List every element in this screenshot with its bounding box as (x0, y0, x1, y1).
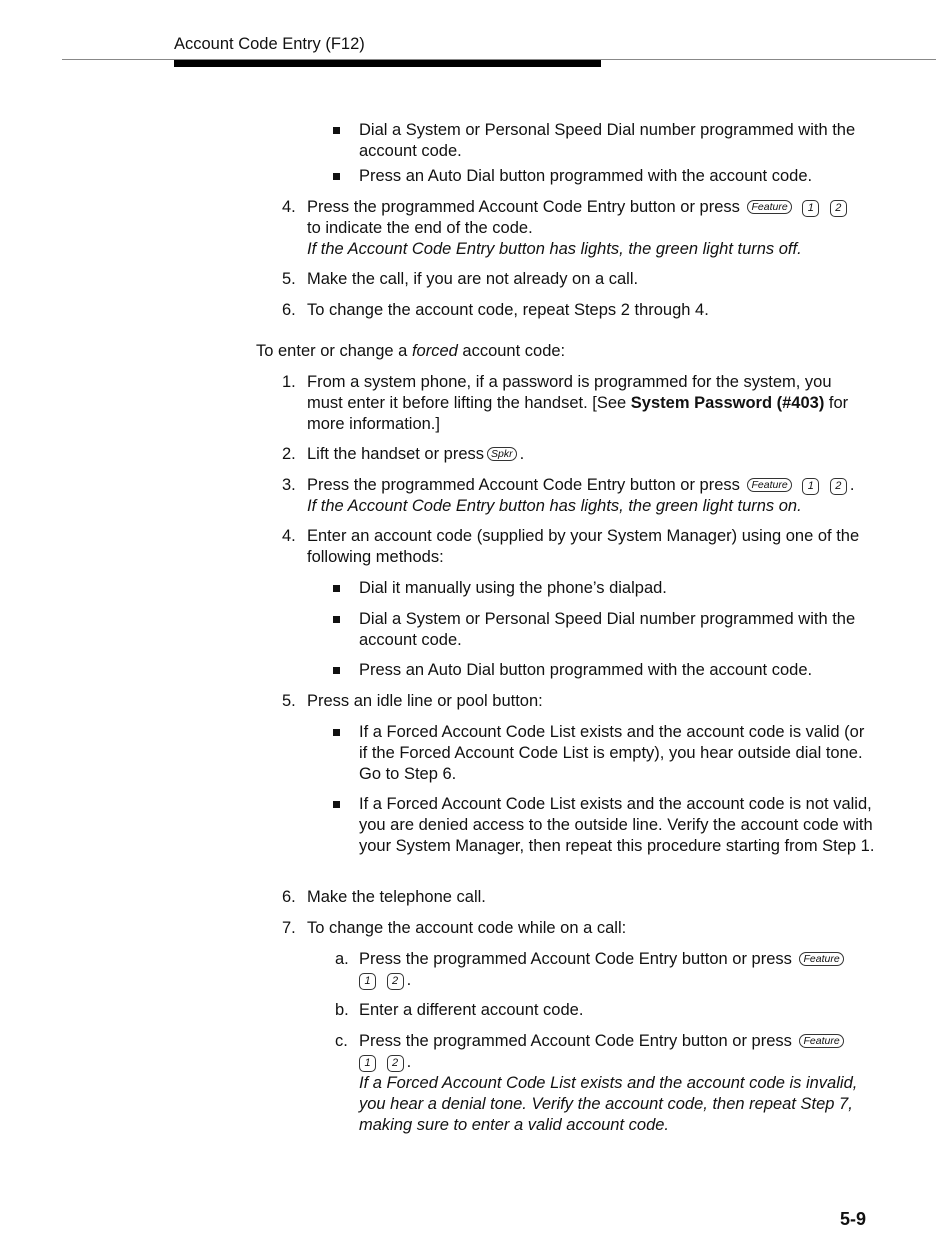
step-4-continued: 4. Press the programmed Account Code Entry button or press Feature 1 2 to indicate the end of the code. If the Account Code Entry button has lights, the green light turns off. (307, 197, 887, 260)
key-1-icon: 1 (359, 1055, 376, 1072)
feature-key-icon: Feature (799, 1034, 843, 1048)
list-item: If a Forced Account Code List exists and the account code is valid (or if the Forced Account Code List is empty), you hear outside dial tone. Go to Step 6. (359, 722, 874, 785)
page-number: 5-9 (840, 1209, 867, 1229)
list-item: Press an Auto Dial button programmed with the account code. (359, 660, 879, 681)
key-2-icon: 2 (387, 1055, 404, 1072)
step-6-continued: 6. To change the account code, repeat Steps 2 through 4. (282, 301, 709, 319)
feature-key-icon: Feature (747, 200, 791, 214)
bullet-icon (333, 616, 340, 623)
bullet-icon (333, 729, 340, 736)
bullet-icon (333, 173, 340, 180)
list-item: Dial a System or Personal Speed Dial number programmed with the account code. (359, 120, 879, 162)
forced-step-2: 2. Lift the handset or press Spkr . (282, 445, 525, 463)
bullet-icon (333, 667, 340, 674)
list-item: If a Forced Account Code List exists and the account code is not valid, you are denied access to the outside line. Verify the account code with your System Manager, then repeat this procedure starting from Step 1. (359, 794, 879, 857)
key-1-icon: 1 (802, 478, 819, 495)
bullet-icon (333, 585, 340, 592)
forced-step-5: 5. Press an idle line or pool button: (282, 692, 543, 710)
key-1-icon: 1 (802, 200, 819, 217)
forced-step-7: 7. To change the account code while on a call: (282, 919, 627, 937)
substep-c: c. Press the programmed Account Code Entry button or press Feature 1 2 . If a Forced Account Code List exists and the account code is invalid, you hear a denial tone. Verify the account code, then repeat Step 7, making sure to enter a valid account code. (335, 1032, 858, 1134)
speaker-key-icon: Spkr (487, 447, 517, 461)
header-title: Account Code Entry (F12) (174, 35, 365, 53)
step-note: If the Account Code Entry button has lights, the green light turns off. (307, 240, 802, 258)
forced-step-6: 6. Make the telephone call. (282, 888, 486, 906)
key-2-icon: 2 (830, 478, 847, 495)
forced-step-4: 4. Enter an account code (supplied by your System Manager) using one of the following methods: (282, 527, 860, 566)
bullet-icon (333, 127, 340, 134)
key-2-icon: 2 (387, 973, 404, 990)
bullet-icon (333, 801, 340, 808)
key-2-icon: 2 (830, 200, 847, 217)
list-item: Press an Auto Dial button programmed with the account code. (359, 166, 879, 187)
substep-b: b. Enter a different account code. (335, 1001, 584, 1019)
step-5-continued: 5. Make the call, if you are not already on a call. (282, 270, 639, 288)
substep-a: a. Press the programmed Account Code Entry button or press Feature 1 2 . (359, 949, 879, 991)
step-note: If a Forced Account Code List exists and the account code is invalid, you hear a denial tone. Verify the account code, then repeat Step 7, making sure to enter a valid account code. (359, 1074, 858, 1134)
forced-step-3: 3. Press the programmed Account Code Entry button or press Feature 1 2 . If the Account Code Entry button has lights, the green light turns on. (282, 476, 855, 515)
header-bar (174, 60, 601, 67)
list-item: Dial it manually using the phone’s dialpad. (359, 578, 879, 599)
key-1-icon: 1 (359, 973, 376, 990)
forced-intro: To enter or change a forced account code: (256, 342, 566, 360)
feature-key-icon: Feature (747, 478, 791, 492)
list-item: Dial a System or Personal Speed Dial number programmed with the account code. (359, 609, 879, 651)
feature-key-icon: Feature (799, 952, 843, 966)
forced-step-1: 1. From a system phone, if a password is programmed for the system, you must enter it before lifting the handset. [See System Password (#403) for more information.] (282, 373, 849, 433)
cross-reference: System Password (#403) (630, 394, 825, 412)
step-note: If the Account Code Entry button has lights, the green light turns on. (307, 497, 802, 515)
